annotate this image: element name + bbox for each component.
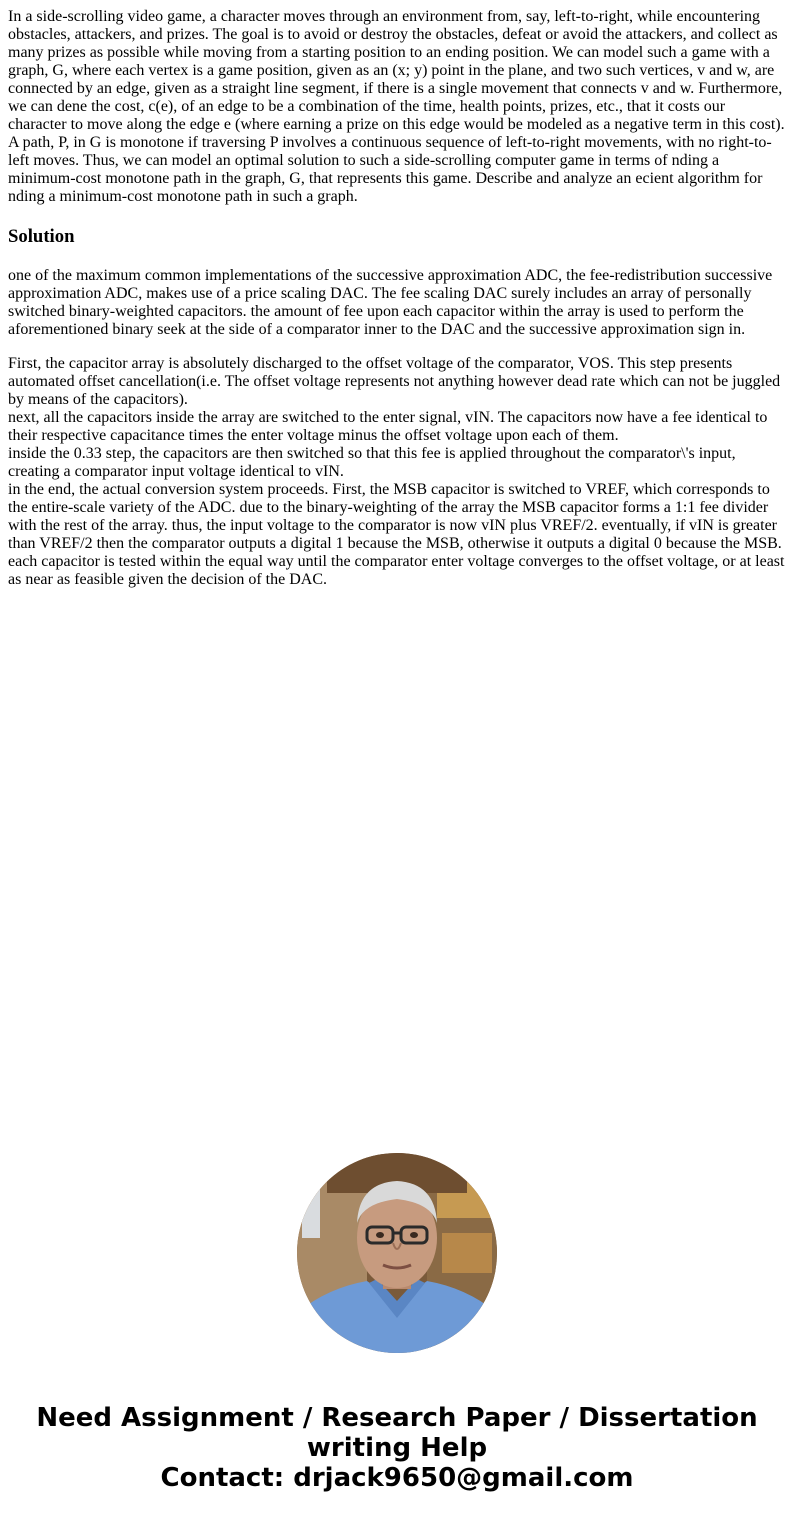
- solution-intro: one of the maximum common implementations of the successive approximation ADC, the fee-redistribution successive approximation ADC, makes use of a price scaling DAC. The fee scaling DAC surely includes an array of personally switched binary-weighted capacitors. the amount of fee upon each capacitor within the array is used to perform the aforementioned binary seek at the side of a comparator inner to the DAC and the successive approximation sign in.: [8, 267, 773, 338]
- question-text: In a side-scrolling video game, a character moves through an environment from, say, left-to-right, while encountering obstacles, attackers, and prizes. The goal is to avoid or destroy the obstacles, defeat or avoid the attackers, and collect as many prizes as possible while moving from a starting position to an ending position. We can model such a game with a graph, G, where each vertex is a game position, given as an (x; y) point in the plane, and two such vertices, v and w, are connected by an edge, given as a straight line segment, if there is a single movement that connects v and w. Furthermore, we can dene the cost, c(e), of an edge to be a combination of the time, health points, prizes, etc., that it costs our character to move along the edge e (where earning a prize on this edge would be modeled as a negative term in this cost). A path, P, in G is monotone if traversing P involves a continuous sequence of left-to-right movements, with no right-to-left moves. Thus, we can model an optimal solution to such a side-scrolling computer game in terms of nding a minimum-cost monotone path in the graph, G, that represents this game. Describe and analyze an ecient algorithm for nding a minimum-cost monotone path in such a graph.: [8, 8, 785, 205]
- solution-step-1: First, the capacitor array is absolutely discharged to the offset voltage of the comparator, VOS. This step presents automated offset cancellation(i.e. The offset voltage represents not anything however dead rate which can not be juggled by means of the capacitors).: [8, 355, 781, 408]
- solution-steps: [8, 355, 786, 589]
- author-avatar: [297, 1153, 497, 1353]
- promo-banner: [0, 1403, 794, 1493]
- solution-step-3: inside the 0.33 step, the capacitors are then switched so that this fee is applied throughout the comparator\'s input, creating a comparator input voltage identical to vIN.: [8, 445, 736, 480]
- solution-step-4: in the end, the actual conversion system proceeds. First, the MSB capacitor is switched to VREF, which corresponds to the entire-scale variety of the ADC. due to the binary-weighting of the array the MSB capacitor forms a 1:1 fee divider with the rest of the array. thus, the input voltage to the comparator is now vIN plus VREF/2. eventually, if vIN is greater than VREF/2 then the comparator outputs a digital 1 because the MSB, otherwise it outputs a digital 0 because the MSB. each capacitor is tested within the equal way until the comparator enter voltage converges to the offset voltage, or at least as near as feasible given the decision of the DAC.: [8, 481, 785, 588]
- page-content: [8, 8, 786, 589]
- author-portrait-image: [297, 1153, 497, 1353]
- promo-line-1: Need Assignment / Research Paper / Dissertation: [36, 1403, 758, 1433]
- promo-contact: Contact: drjack9650@gmail.com: [160, 1463, 634, 1493]
- solution-step-2: next, all the capacitors inside the array are switched to the enter signal, vIN. The capacitors now have a fee identical to their respective capacitance times the enter voltage minus the offset voltage upon each of them.: [8, 409, 768, 444]
- solution-heading: Solution: [8, 226, 75, 247]
- promo-line-2: writing Help: [306, 1433, 488, 1463]
